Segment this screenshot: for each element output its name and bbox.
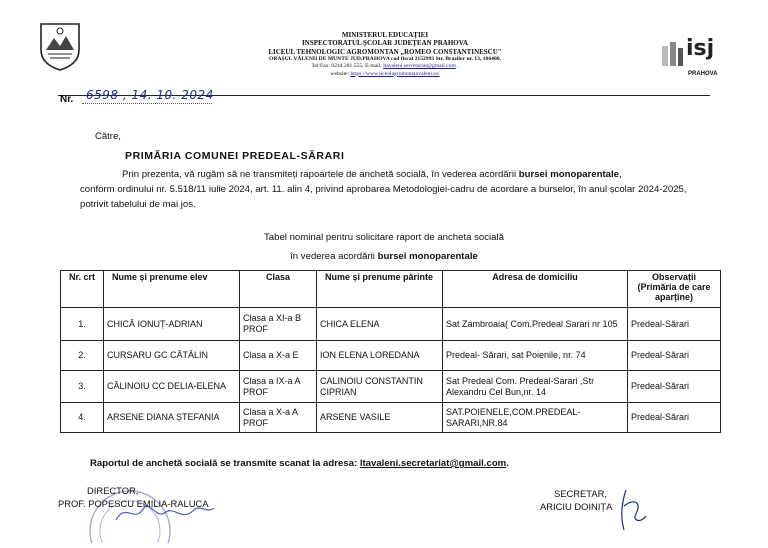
col-header-address: Adresa de domiciliu (443, 271, 628, 308)
paragraph-text-b: , (619, 169, 622, 180)
secretary-title: SECRETAR, (554, 488, 607, 499)
col-header-nr: Nr. crt (61, 271, 104, 308)
cell-student: CĂLINOIU CC DELIA-ELENA (104, 371, 240, 403)
secretary-signature (612, 486, 652, 536)
cell-nr: 2. (61, 341, 104, 371)
cell-class: Clasa a IX-a A PROF (240, 371, 317, 403)
cell-nr: 3. (61, 371, 104, 403)
cell-address: SAT.POIENELE,COM.PREDEAL-SARARI,NR.84 (443, 403, 628, 433)
school-crest-logo (38, 20, 82, 72)
isj-prahova-logo (660, 38, 718, 82)
school-name: LICEUL TEHNOLOGIC AGROMONTAN „ROMEO CONSTANTINESCU" (268, 47, 502, 56)
cell-nr: 1. (61, 308, 104, 341)
isj-logo-subtext: PRAHOVA (688, 71, 718, 77)
table-header-row (61, 271, 721, 308)
cell-address: Sat Predeal Com. Predeal-Sarari ,Str Alexandru Cel Bun,nr. 14 (443, 371, 628, 403)
director-name: PROF. POPESCU EMILIA-RALUCA (58, 498, 209, 509)
secretary-name: ARICIU DOINIȚA (540, 501, 613, 512)
cell-address: Sat Zambroaia( Com.Predeal Sarari nr 105 (443, 308, 628, 341)
table-subtitle (0, 251, 768, 262)
transmission-note-text: Raportul de anchetă socială se transmite scanat la adresa: (90, 458, 360, 469)
registration-dotted-line (82, 103, 212, 104)
registration-number-label: Nr. (60, 94, 74, 105)
col-header-parent: Nume și prenume părinte (317, 271, 443, 308)
cell-parent: CHICA ELENA (317, 308, 443, 341)
table-row (61, 308, 721, 341)
table-subtitle-text: în vederea acordării (290, 251, 378, 262)
cell-student: CURSARU GC CĂTĂLIN (104, 341, 240, 371)
table-subtitle-emphasis: bursei monoparentale (377, 251, 478, 262)
cell-student: CHICĂ IONUȚ-ADRIAN (104, 308, 240, 341)
cell-observations: Predeal-Sărari (628, 371, 721, 403)
cell-observations: Predeal-Sărari (628, 403, 721, 433)
transmission-note (90, 458, 509, 469)
inspectorate-name: INSPECTORATUL ȘCOLAR JUDEȚEAN PRAHOVA (302, 39, 468, 48)
school-address: ORAȘUL VĂLENII DE MUNTE JUD.PRAHOVA cod fiscal 2152993 Str. Brazilor nr. 13, 106400, (269, 56, 501, 63)
transmission-note-end: . (506, 458, 509, 469)
institution-header (200, 31, 570, 78)
students-table (60, 270, 721, 433)
website-label: website: (330, 70, 351, 77)
registration-number-handwritten: 6598 , 14. 10. 2024 (86, 88, 214, 102)
cell-student: ARSENE DIANA ȘTEFANIA (104, 403, 240, 433)
col-header-class: Clasa (240, 271, 317, 308)
cell-parent: ARSENE VASILE (317, 403, 443, 433)
director-title: DIRECTOR, (87, 485, 139, 496)
cell-class: Clasa a X-a A PROF (240, 403, 317, 433)
table-row (61, 403, 721, 433)
table-row (61, 371, 721, 403)
cell-observations: Predeal-Sărari (628, 341, 721, 371)
website-link[interactable]: https://www.liceulagromontanvaleni.ro/ (350, 70, 440, 77)
isj-logo-text: isj (686, 36, 715, 61)
transmission-email-link[interactable]: ltavaleni.secretariat@gmail.com (359, 458, 507, 469)
ministry-name: MINISTERUL EDUCAȚIEI (341, 31, 429, 39)
contact-label: Tel/Fax: 0244.281.555; E-mail: (311, 63, 384, 70)
recipient-name: PRIMĂRIA COMUNEI PREDEAL-SĂRARI (125, 150, 345, 162)
contact-end: , (455, 63, 459, 70)
request-paragraph (80, 167, 705, 212)
col-header-observations: Observații (Primăria de care aparține) (628, 271, 721, 308)
paragraph-text-a: Prin prezenta, vă rugăm să ne transmiteți rapoartele de anchetă socială, în vederea acordării (122, 169, 519, 180)
addressee-label: Către, (95, 131, 121, 142)
cell-class: Clasa a X-a E (240, 341, 317, 371)
cell-class: Clasa a XI-a B PROF (240, 308, 317, 341)
paragraph-text-c: conform ordinului nr. 5.518/11 iulie 2024, art. 11. alin 4, privind aprobarea Metodologiei-cadru de acordare a burselor, în anul școlar 2024-2025, potrivit tabelului de mai jos. (80, 184, 687, 210)
table-title: Tabel nominal pentru solicitare raport de ancheta socială (264, 232, 504, 243)
paragraph-emphasis: bursei monoparentale (518, 169, 619, 180)
cell-address: Predeal- Sărari, sat Poienile, nr. 74 (443, 341, 628, 371)
cell-parent: ION ELENA LOREDANA (317, 341, 443, 371)
col-header-student: Nume și prenume elev (104, 271, 240, 308)
cell-parent: CALINOIU CONSTANTIN CIPRIAN (317, 371, 443, 403)
cell-nr: 4. (61, 403, 104, 433)
cell-observations: Predeal-Sărari (628, 308, 721, 341)
table-row (61, 341, 721, 371)
header-email-link[interactable]: ltavaleni.secretariat@gmail.com (383, 63, 456, 70)
